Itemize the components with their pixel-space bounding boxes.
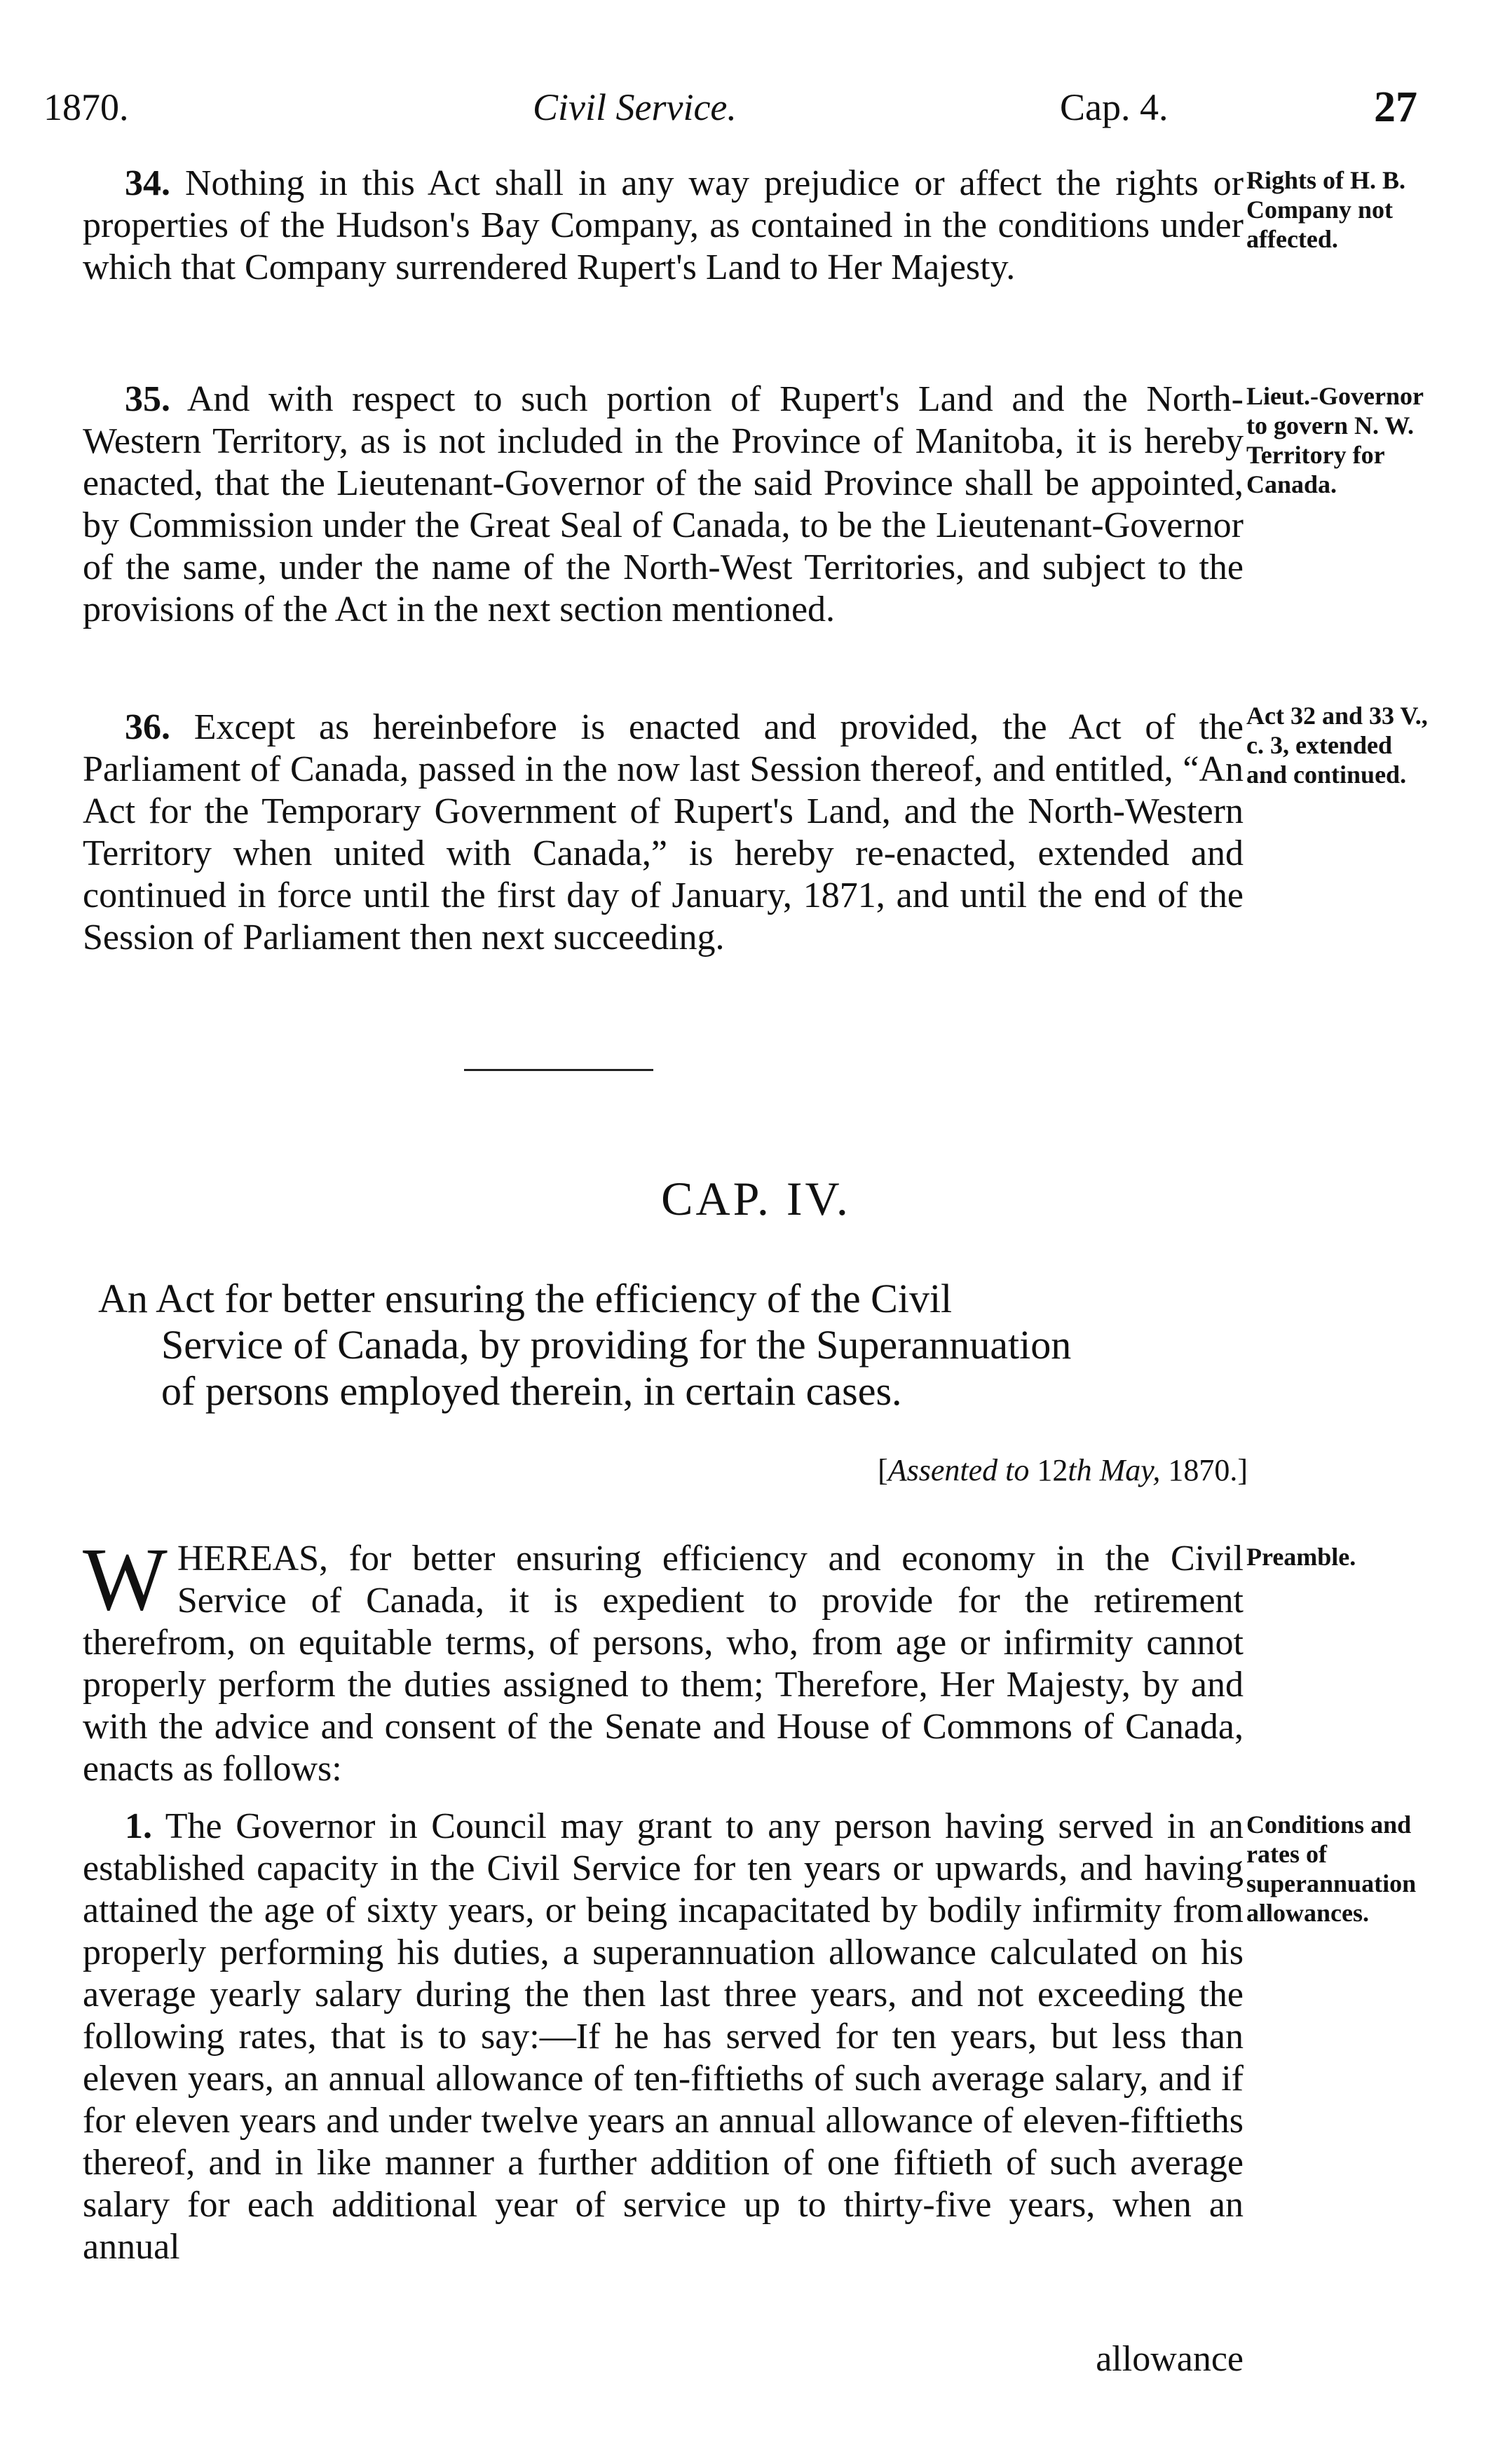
act-title-line-1: An Act for better ensuring the efficiency of the Civil [98, 1276, 953, 1321]
margin-note-rights-hbc: Rights of H. B. Company not affected. [1246, 166, 1406, 253]
section-34 [83, 163, 1244, 289]
margin-note-conditions: Conditions and rates of superannuation allowances. [1246, 1811, 1417, 1927]
margin-note-act-extended: Act 32 and 33 V., c. 3, extended and continued. [1246, 702, 1428, 789]
margin-note-preamble: Preamble. [1246, 1543, 1356, 1571]
section-35 [83, 379, 1244, 631]
header-title: Civil Service. [533, 86, 737, 128]
header-year: 1870. [43, 86, 129, 128]
section-text: Nothing in this Act shall in any way prejudice or affect the rights or properties of the Hudson's Bay Company, as contained in the conditions under which that Company surrendered Rupert's Land to Her Majesty. [83, 163, 1244, 287]
act-title-line-3: of persons employed therein, in certain cases. [161, 1368, 902, 1414]
drop-cap: W [83, 1529, 168, 1629]
section-divider [464, 1069, 653, 1071]
section-number: 36. [125, 707, 170, 747]
section-text: The Governor in Council may grant to any person having served in an established capacity in the Civil Service for ten years or upwards, and having attained the age of sixty years, or being incapacitated by bodily infirmity from properly performing his duties, a superannuation allowance calculated on his average yearly salary during the then last three years, and not exceeding the following rates, that is to say:—If he has served for ten years, but less than eleven years, an annual allowance of ten-fiftieths of such average salary, and if for eleven years and under twelve years an annual allowance of eleven-fiftieths thereof, and in like manner a further addition of one fiftieth of such average salary for each additional year of service up to thirty-five years, when an annual [83, 1806, 1244, 2267]
chapter-heading: CAP. IV. [661, 1172, 851, 1225]
section-1 [83, 1806, 1244, 2268]
preamble-text: HEREAS, for better ensuring efficiency and economy in the Civil Service of Canada, it is expedient to provide for the retirement therefrom, on equitable terms, of persons, who, from age or infirmity cannot properly perform the duties assigned to them; Therefore, Her Majesty, by and with the advice and consent of the Senate and House of Commons of Canada, enacts as follows: [83, 1539, 1244, 1789]
margin-note-lieut-governor: Lieut.-Governor to govern N. W. Territory for Canada. [1246, 382, 1424, 498]
assent-date [757, 1450, 1248, 1492]
page-number: 27 [1374, 83, 1417, 131]
section-number: 34. [125, 163, 170, 203]
header-chapter: Cap. 4. [1060, 86, 1169, 128]
section-text: Except as hereinbefore is enacted and provided, the Act of the Parliament of Canada, passed in the now last Session thereof, and entitled, “An Act for the Temporary Government of Rupert's Land, and the North-Western Territory when united with Canada,” is hereby re-enacted, extended and continued in force until the first day of January, 1871, and until the end of the Session of Parliament then next succeeding. [83, 707, 1244, 957]
act-title [98, 1276, 1248, 1415]
section-number: 1. [125, 1806, 152, 1846]
preamble [83, 1529, 1244, 1790]
assent-open-bracket: [ [878, 1453, 888, 1487]
section-36 [83, 707, 1244, 959]
assent-day: 12th May, [1037, 1453, 1169, 1487]
assent-year: 1870.] [1168, 1453, 1248, 1487]
section-text: And with respect to such portion of Rupert's Land and the North-Western Territory, as is not included in the Province of Manitoba, it is hereby enacted, that the Lieutenant-Governor of the said Province shall be appointed, by Commission under the Great Seal of Canada, to be the Lieutenant-Governor of the same, under the name of the North-West Territories, and subject to the provisions of the Act in the next section mentioned. [83, 379, 1244, 629]
assent-prefix: Assented to [887, 1453, 1030, 1487]
catchword: allowance [1096, 2339, 1244, 2379]
act-title-line-2: Service of Canada, by providing for the Superannuation [161, 1322, 1072, 1368]
section-number: 35. [125, 379, 170, 419]
